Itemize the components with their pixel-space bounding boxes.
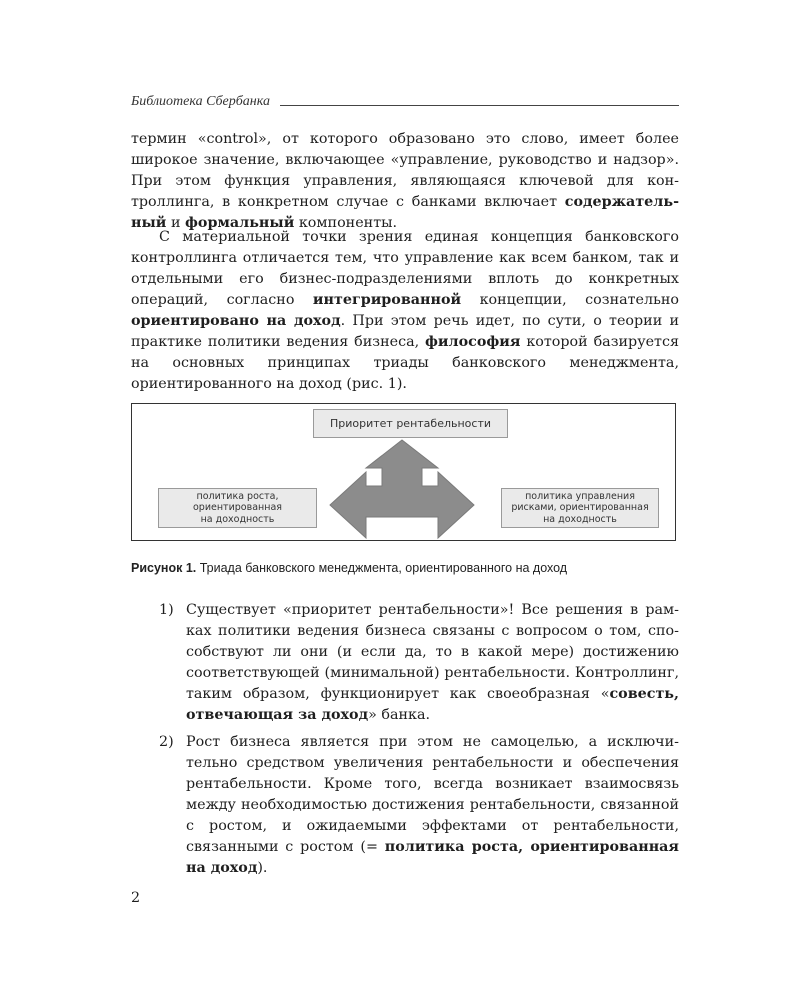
list-item-text	[186, 732, 679, 879]
caption-text: Триада банковского менеджмента, ориентированного на доход	[196, 561, 568, 575]
box-line: политика управления	[525, 490, 635, 502]
list-item-number: 2)	[159, 734, 174, 750]
list-item-text	[186, 600, 679, 726]
box-line: рисками, ориентированная	[511, 502, 649, 514]
running-header-title: Библиотека Сбербанка	[131, 94, 270, 109]
bold-term: политика роста, ориентированная на доход	[186, 839, 679, 876]
text-span: ).	[257, 860, 268, 876]
bold-term: философия	[425, 334, 521, 350]
text-span: компоненты.	[294, 215, 398, 231]
text-span: Существует «приоритет рентабельности»! Все решения в рамках политики ведения бизнеса связаны с вопросом о том, способствуют ли они (и если да, то в какой мере) достижению соответствующей (минимальной) рентабельности. Контроллинг, таким образом, функционирует как своеобразная «	[186, 602, 679, 702]
profitability-priority-label: Приоритет рентабельности	[329, 417, 492, 430]
paragraph-2	[131, 227, 679, 395]
text-span: » банка.	[368, 707, 431, 723]
bold-term: интегрированной	[312, 292, 462, 308]
text-span: концепции, сознательно	[461, 292, 679, 308]
bold-term: формальный	[185, 215, 295, 231]
profitability-priority-box	[313, 409, 508, 438]
list-item	[131, 600, 679, 726]
list-item-number: 1)	[159, 602, 174, 618]
caption-label: Рисунок 1.	[131, 561, 197, 575]
growth-policy-box	[158, 488, 317, 528]
text-span: и	[166, 215, 186, 231]
three-way-arrow-icon	[330, 440, 474, 538]
risk-management-policy-label	[511, 491, 648, 526]
risk-management-policy-box	[501, 488, 659, 528]
growth-policy-label	[193, 491, 282, 526]
triad-figure	[131, 403, 676, 541]
bold-term: совесть, отвечающая за доход	[186, 686, 679, 723]
page-number: 2	[131, 890, 141, 906]
list-item	[131, 732, 679, 879]
box-line: на доходность	[200, 513, 275, 525]
paragraph-1	[131, 129, 679, 234]
box-line: ориентированная	[192, 502, 282, 514]
box-line: политика роста,	[196, 490, 279, 502]
box-line: на доходность	[543, 513, 617, 525]
text-span: . При этом речь идет, по сути, о теории и практике политики ведения бизнеса,	[131, 313, 679, 350]
bold-term: содержательный	[131, 194, 679, 231]
text-span: Рост бизнеса является при этом не самоцелью, а исключительно средством увеличения рентабельности и обеспечения рентабельности. Кроме того, всегда возникает взаимосвязь между необходимостью достижения рентабельности, связанной с ростом, и ожидаемыми эффектами от рентабельности, связанными с ростом (=	[186, 734, 679, 855]
figure-caption	[131, 561, 691, 575]
text-span: С материальной точки зрения единая концепция банковского контроллинга отличается тем, что управление как всем банком, так и отдельными его бизнес-подразделениями вплоть до конкретных операций, согласно	[131, 229, 679, 308]
text-span: термин «control», от которого образовано это слово, имеет более широкое значение, включающее «управление, руководство и надзор». При этом функция управления, являющаяся ключевой для контроллинга, в конкретном случае с банками включает	[131, 131, 679, 210]
running-header	[131, 91, 679, 109]
bold-term: ориентировано на доход	[131, 313, 341, 329]
text-span: которой базируется на основных принципах триады банковского менеджмента, ориентированного на доход (рис. 1).	[131, 334, 679, 392]
header-rule	[280, 105, 679, 106]
